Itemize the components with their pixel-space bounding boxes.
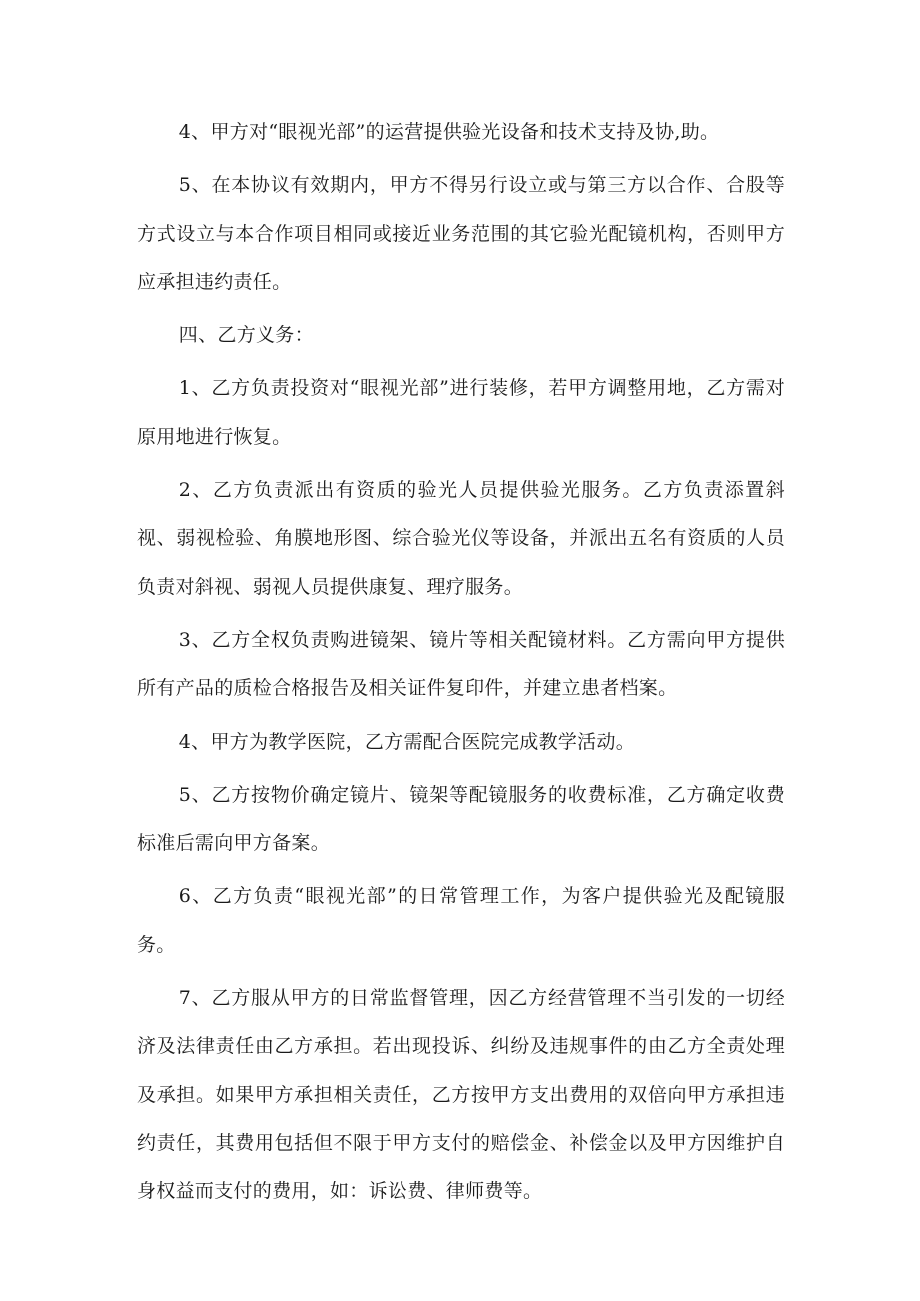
paragraph-party-b-clause-5: 5、乙方按物价确定镜片、镜架等配镜服务的收费标准，乙方确定收费标准后需向甲方备案。	[137, 783, 785, 855]
paragraph-party-b-clause-7: 7、乙方服从甲方的日常监督管理，因乙方经营管理不当引发的一切经济及法律责任由乙方承担。若出现投诉、纠纷及违规事件的由乙方全责处理及承担。如果甲方承担相关责任，乙方按甲方支出费用的双倍向甲方承担违约责任，其费用包括但不限于甲方支付的赔偿金、补偿金以及甲方因维护自身权益而支付的费用，如：诉讼费、律师费等。	[137, 987, 785, 1203]
paragraph-party-a-clause-5: 5、在本协议有效期内，甲方不得另行设立或与第三方以合作、合股等方式设立与本合作项目相同或接近业务范围的其它验光配镜机构，否则甲方应承担违约责任。	[137, 174, 785, 293]
paragraph-party-b-clause-6: 6、乙方负责“眼视光部”的日常管理工作，为客户提供验光及配镜服务。	[137, 885, 785, 956]
document-body	[137, 108, 785, 1221]
paragraph-party-a-clause-4: 4、甲方对“眼视光部”的运营提供验光设备和技术支持及协,助。	[178, 121, 720, 143]
paragraph-party-b-clause-4: 4、甲方为教学医院，乙方需配合医院完成教学活动。	[178, 730, 636, 753]
paragraph-party-b-clause-2: 2、乙方负责派出有资质的验光人员提供验光服务。乙方负责添置斜视、弱视检验、角膜地形图、综合验光仪等设备，并派出五名有资质的人员负责对斜视、弱视人员提供康复、理疗服务。	[137, 479, 785, 598]
paragraph-party-b-clause-3: 3、乙方全权负责购进镜架、镜片等相关配镜材料。乙方需向甲方提供所有产品的质检合格报告及相关证件复印件，并建立患者档案。	[137, 628, 785, 700]
section-heading-party-b-obligations: 四、乙方义务：	[178, 324, 314, 347]
paragraph-party-b-clause-1: 1、乙方负责投资对“眼视光部”进行装修，若甲方调整用地，乙方需对原用地进行恢复。	[137, 377, 785, 448]
